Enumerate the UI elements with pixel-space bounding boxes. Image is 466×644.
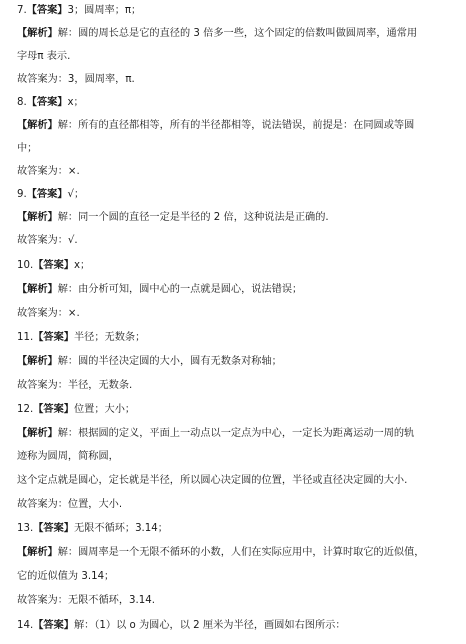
text-line: 【解析】解：圆周率是一个无限不循环的小数，人们在实际应用中，计算时取它的近似值， (17, 547, 425, 558)
text-line: 8.【答案】x； (17, 97, 84, 108)
text-line: 【解析】解：圆的半径决定圆的大小，圆有无数条对称轴； (17, 356, 282, 367)
text-line: 11.【答案】半径；无数条； (17, 332, 146, 343)
text-line: 故答案为：3，圆周率，π. (17, 74, 135, 85)
text-line: 故答案为：×. (17, 308, 80, 319)
text-line: 它的近似值为 3.14； (17, 571, 115, 582)
text-line: 14.【答案】解：（1）以 o 为圆心，以 2 厘米为半径，画圆如右图所示： (17, 620, 346, 631)
text-line: 故答案为：√. (17, 235, 78, 246)
text-line: 中； (17, 143, 38, 154)
text-line: 【解析】解：同一个圆的直径一定是半径的 2 倍，这种说法是正确的. (17, 212, 329, 223)
text-line: 12.【答案】位置；大小； (17, 404, 136, 415)
text-line: 9.【答案】√； (17, 189, 85, 200)
text-line: 【解析】解：由分析可知，圆中心的一点就是圆心，说法错误； (17, 284, 303, 295)
text-line: 故答案为：位置，大小. (17, 499, 123, 510)
text-line: 故答案为：×. (17, 166, 80, 177)
text-line: 【解析】解：根据圆的定义，平面上一动点以一定点为中心，一定长为距离运动一周的轨 (17, 428, 415, 439)
text-line: 迹称为圆周，简称圆， (17, 451, 119, 462)
text-line: 7.【答案】3；圆周率；π； (17, 5, 142, 16)
text-line: 【解析】解：所有的直径都相等，所有的半径都相等，说法错误，前提是：在同圆或等圆 (17, 120, 415, 131)
text-line: 字母π 表示. (17, 51, 71, 62)
text-line: 故答案为：无限不循环，3.14. (17, 595, 155, 606)
text-line: 【解析】解：圆的周长总是它的直径的 3 倍多一些，这个固定的倍数叫做圆周率，通常用 (17, 28, 418, 39)
text-line: 13.【答案】无限不循环；3.14； (17, 523, 168, 534)
text-line: 故答案为：半径，无数条. (17, 380, 133, 391)
text-line: 10.【答案】x； (17, 260, 91, 271)
text-line: 这个定点就是圆心，定长就是半径，所以圆心决定圆的位置，半径或直径决定圆的大小. (17, 475, 408, 486)
